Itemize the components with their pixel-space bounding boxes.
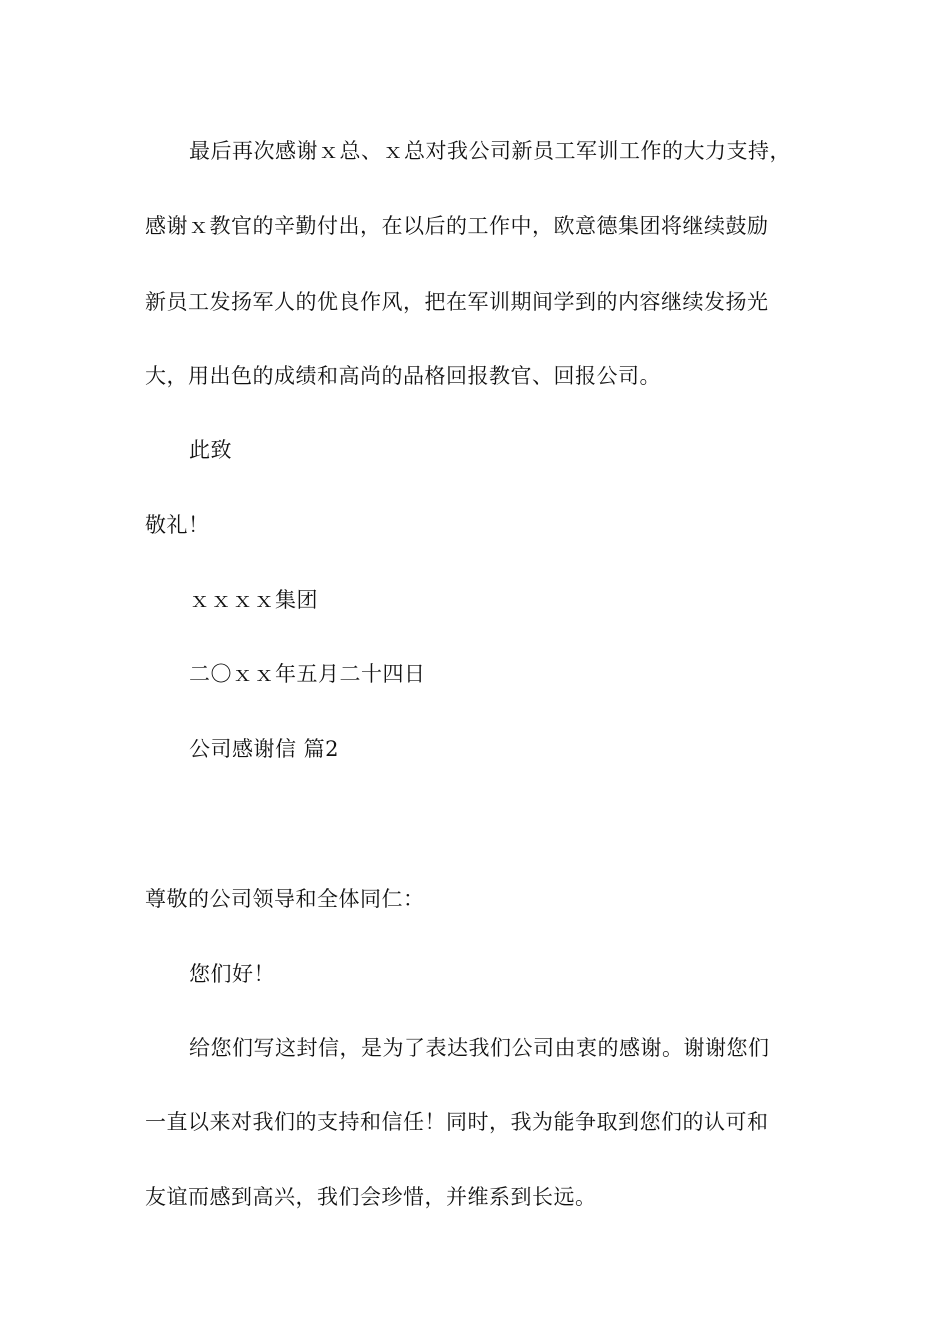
signature-date: 二〇ｘｘ年五月二十四日 [189, 662, 426, 686]
paragraph-line: 新员工发扬军人的优良作风，把在军训期间学到的内容继续发扬光 [145, 290, 769, 314]
paragraph-line: 最后再次感谢ｘ总、ｘ总对我公司新员工军训工作的大力支持， [189, 139, 791, 163]
letter-greeting: 尊敬的公司领导和全体同仁： [145, 887, 425, 911]
signature-company: ｘｘｘｘ集团 [189, 588, 318, 612]
paragraph-line: 感谢ｘ教官的辛勤付出，在以后的工作中，欧意德集团将继续鼓励 [145, 214, 769, 238]
closing-regards: 敬礼！ [145, 513, 210, 537]
closing-salutation: 此致 [189, 438, 232, 462]
letter-opening: 您们好！ [189, 962, 275, 986]
paragraph-line: 给您们写这封信，是为了表达我们公司由衷的感谢。谢谢您们 [189, 1036, 770, 1060]
paragraph-line: 友谊而感到高兴，我们会珍惜，并维系到长远。 [145, 1185, 597, 1209]
paragraph-line: 大，用出色的成绩和高尚的品格回报教官、回报公司。 [145, 364, 661, 388]
paragraph-line: 一直以来对我们的支持和信任！同时，我为能争取到您们的认可和 [145, 1110, 769, 1134]
section-heading: 公司感谢信 篇2 [189, 737, 340, 761]
